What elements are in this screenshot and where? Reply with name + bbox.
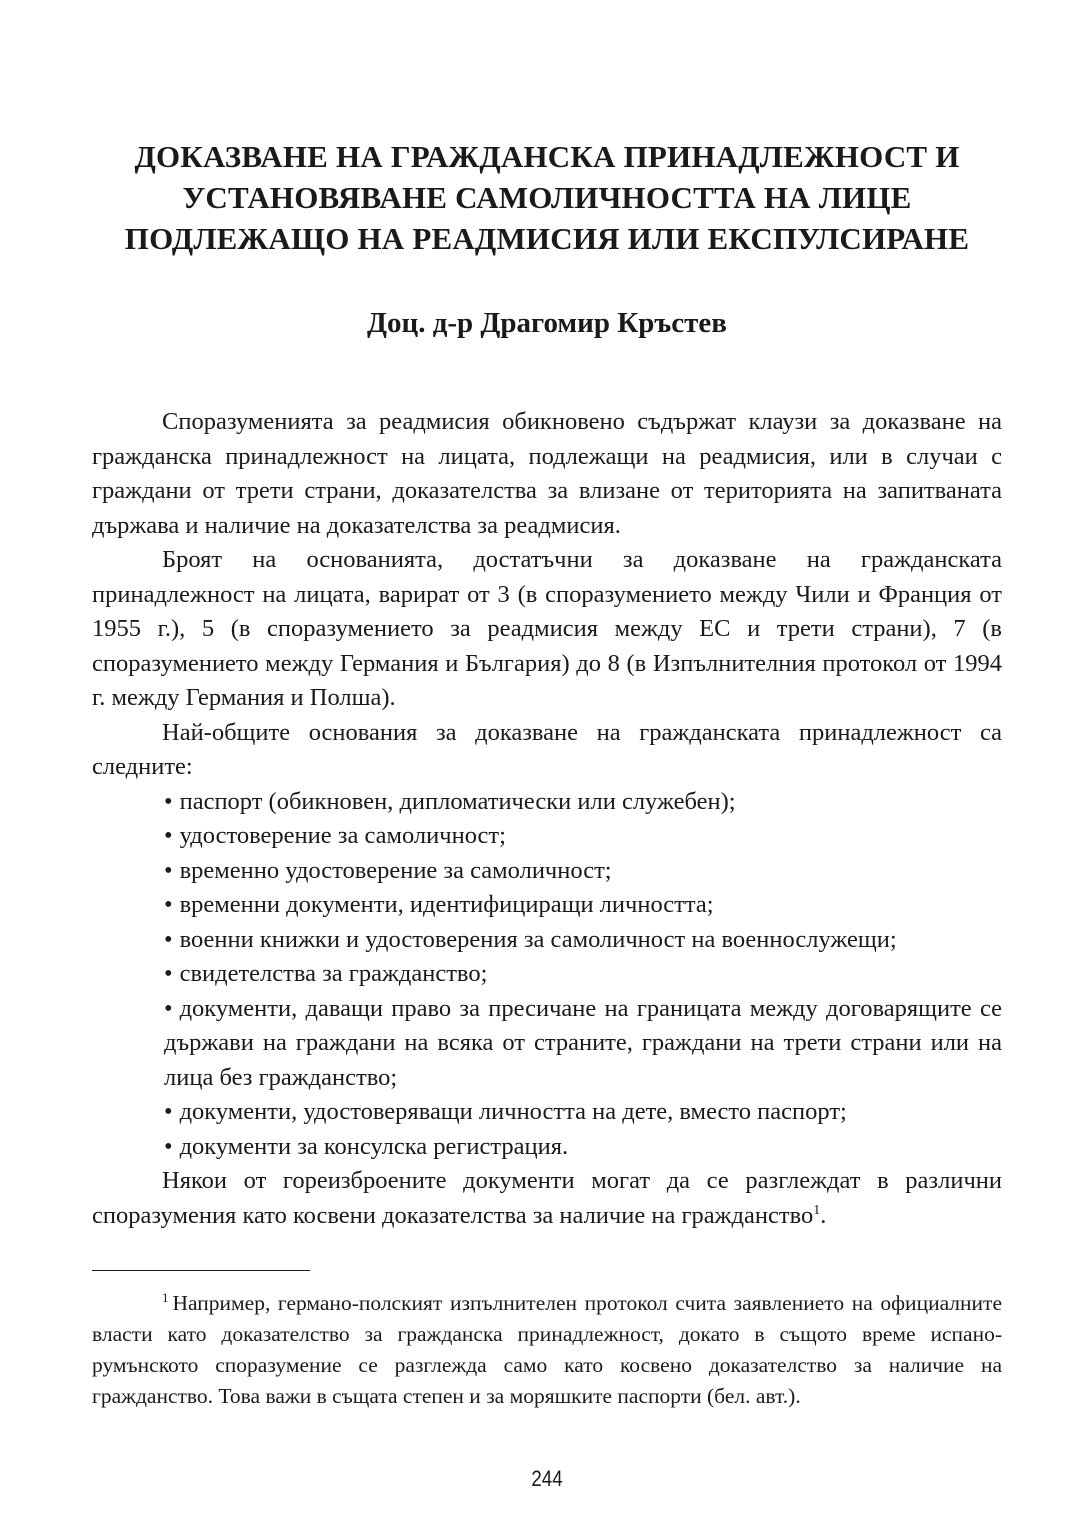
author-name: Доц. д-р Драгомир Кръстев <box>367 307 727 339</box>
footnote-marker: 1 <box>162 1290 169 1305</box>
list-item-text: паспорт (обикновен, дипломатически или служебен); <box>179 787 736 815</box>
grounds-list <box>92 785 1002 1165</box>
paragraph-1: Споразуменията за реадмисия обикновено съдържат клаузи за доказване на гражданска принадлежност на лицата, подлежащи на реадмисия, или в случаи с граждани от трети страни, доказателства за влизане от територията на запитваната държава и наличие на доказателства за реадмисия. <box>92 408 1002 539</box>
list-item <box>164 819 1002 854</box>
bullet-icon: • <box>164 994 173 1022</box>
bullet-icon: • <box>164 1098 173 1125</box>
paragraph-4 <box>92 1164 1002 1233</box>
list-item <box>164 785 1002 820</box>
footnote <box>92 1288 1002 1412</box>
bullet-icon: • <box>164 960 173 987</box>
list-item <box>164 992 1002 1096</box>
article-title <box>92 136 1002 259</box>
footnote-divider <box>92 1270 310 1271</box>
article-body <box>92 405 1002 1233</box>
list-item-text: документи за консулска регистрация. <box>179 1132 569 1160</box>
paragraph-4-end: . <box>820 1201 827 1229</box>
paragraph-2: Броят на основанията, достатъчни за доказване на гражданската принадлежност на лицата, варират от 3 (в споразумението между Чили и Франция от 1955 г.), 5 (в споразумението за реадмисия между ЕС и трети страни), 7 (в споразумението между Германия и България) до 8 (в Изпълнителния протокол от 1994 г. между Германия и Полша). <box>92 546 1002 711</box>
bullet-icon: • <box>164 891 173 918</box>
list-item <box>164 957 1002 992</box>
list-item <box>164 888 1002 923</box>
list-item-text: удостоверение за самоличност; <box>179 822 506 849</box>
document-page <box>92 0 1002 1530</box>
paragraph-4-text: Някои от гореизброените документи могат да се разглеждат в различни споразумения като косвени доказателства за наличие на гражданство <box>92 1167 1002 1229</box>
list-item <box>164 854 1002 889</box>
list-item-text: военни книжки и удостоверения за самоличност на военнослужещи; <box>179 925 897 953</box>
list-item-text: свидетелства за гражданство; <box>179 960 488 987</box>
title-line-2: УСТАНОВЯВАНЕ САМОЛИЧНОСТТА НА ЛИЦЕ <box>182 180 912 215</box>
list-item-text: временно удостоверение за самоличност; <box>179 856 612 884</box>
list-item <box>164 1130 1002 1165</box>
list-item-text: временни документи, идентифициращи личността; <box>179 891 714 918</box>
page-number: 244 <box>531 1466 563 1491</box>
list-item <box>164 1095 1002 1130</box>
title-line-1: ДОКАЗВАНЕ НА ГРАЖДАНСКА ПРИНАДЛЕЖНОСТ И <box>134 139 960 174</box>
list-item-text: документи, удостоверяващи личността на дете, вместо паспорт; <box>179 1098 847 1125</box>
bullet-icon: • <box>164 787 173 815</box>
title-line-3: ПОДЛЕЖАЩО НА РЕАДМИСИЯ ИЛИ ЕКСПУЛСИРАНЕ <box>124 221 970 256</box>
paragraph-3: Най-общите основания за доказване на гражданската принадлежност са следните: <box>92 718 1002 780</box>
bullet-icon: • <box>164 822 173 849</box>
list-item <box>164 923 1002 958</box>
bullet-icon: • <box>164 925 173 953</box>
footnote-reference[interactable]: 1 <box>813 1202 821 1218</box>
bullet-icon: • <box>164 1132 173 1160</box>
list-item-text: документи, даващи право за пресичане на границата между договарящите се държави на граждани на всяка от страните, граждани на трети страни или на лица без гражданство; <box>164 994 1002 1091</box>
footnote-text: Например, германо-полският изпълнителен протокол счита заявлението на официалните власти като доказателство за гражданска принадлежност, докато в същото време испано-румънското споразумение се разглежда само като косвено доказателство за наличие на гражданство. Това важи в същата степен и за моряшките паспорти (бел. авт.). <box>92 1291 1002 1408</box>
bullet-icon: • <box>164 856 173 884</box>
